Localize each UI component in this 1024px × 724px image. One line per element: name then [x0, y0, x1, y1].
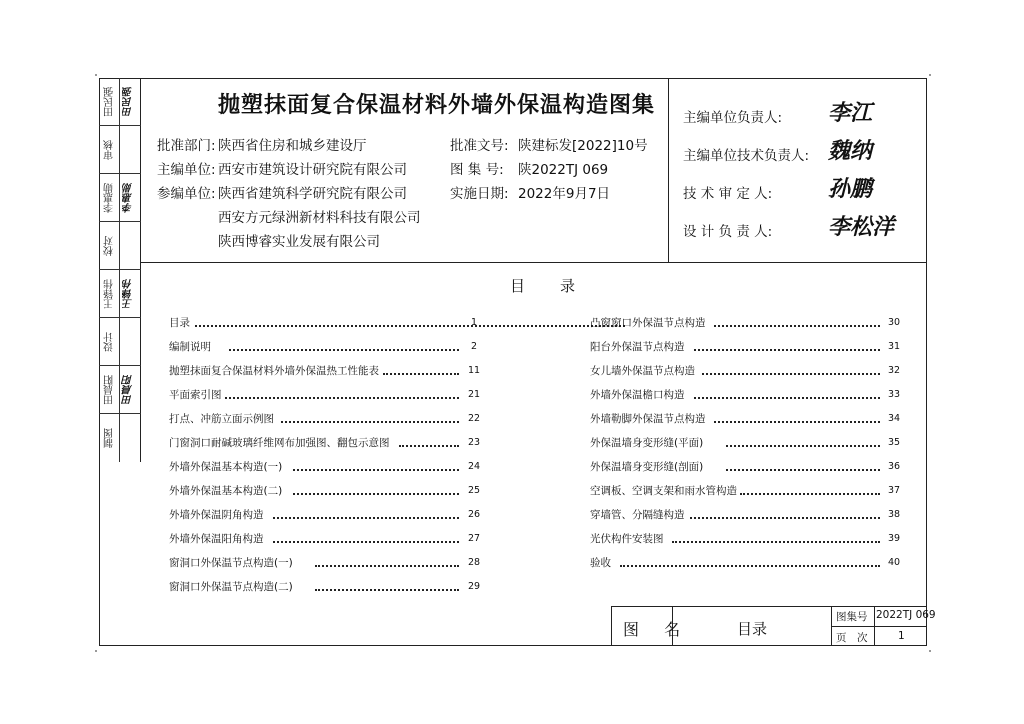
toc-leader [315, 559, 459, 567]
toc-entry[interactable] [590, 555, 910, 571]
toc-entry-page: 26 [467, 509, 481, 520]
toc-entry-title: 光伏构件安装图 [590, 533, 664, 545]
toc-entry-page: 33 [887, 389, 901, 400]
toc-entry[interactable] [590, 339, 910, 355]
toc-leader [740, 487, 880, 495]
toc-entry-page: 21 [467, 389, 481, 400]
page-label: 页 次 [836, 632, 868, 644]
co-unit: 西安方元绿洲新材料科技有限公司 [218, 210, 421, 226]
toc-entry-page: 38 [887, 509, 901, 520]
toc-entry[interactable] [169, 459, 489, 475]
chief-unit: 西安市建筑设计研究院有限公司 [218, 162, 407, 178]
toc-leader [273, 535, 459, 543]
toc-leader [281, 415, 459, 423]
date-label: 实施日期: [450, 186, 509, 202]
strip-row [99, 366, 141, 414]
toc-entry-title: 空调板、空调支架和雨水管构造 [590, 485, 737, 497]
toc-entry-title: 窗洞口外保温节点构造(二) [169, 581, 293, 593]
toc-entry-title: 编制说明 [169, 341, 211, 353]
toc-entry-title: 验收 [590, 557, 611, 569]
header-divider [668, 78, 669, 262]
strip-signature: 李惠勋 [123, 183, 135, 213]
toc-entry-page: 36 [887, 461, 901, 472]
toc-entry-title: 窗洞口外保温节点构造(一) [169, 557, 293, 569]
toc-entry[interactable] [590, 411, 910, 427]
toc-entry[interactable] [169, 531, 489, 547]
toc-entry-title: 外墙外保温阴角构造 [169, 509, 264, 521]
toc-leader [293, 487, 459, 495]
toc-entry-page: 28 [467, 557, 481, 568]
toc-entry-page: 30 [887, 317, 901, 328]
toc-entry-page: 11 [467, 365, 481, 376]
strip-label: 审核 [104, 140, 116, 160]
drawing-name-label: 图 名 [623, 620, 691, 639]
toc-entry[interactable] [169, 483, 489, 499]
drawing-name: 目录 [737, 620, 768, 638]
toc-entry[interactable] [590, 531, 910, 547]
strip-signature: 田民强 [123, 87, 135, 117]
toc-entry-page: 40 [887, 557, 901, 568]
atlas-no-value: 2022TJ 069 [876, 609, 936, 621]
toc-leader [399, 439, 459, 447]
corner-mark [95, 650, 97, 652]
toc-entry-page: 22 [467, 413, 481, 424]
toc-entry-title: 门窗洞口耐碱玻璃纤维网布加强图、翻包示意图 [169, 437, 390, 449]
toc-entry[interactable] [169, 339, 489, 355]
toc-leader [225, 391, 459, 399]
signature: 魏纳 [828, 138, 873, 164]
toc-entry-title: 外墙外保温阳角构造 [169, 533, 264, 545]
chief-unit-label: 主编单位: [157, 162, 216, 178]
toc-leader [726, 463, 880, 471]
atlas-no-label: 图集号 [836, 611, 868, 623]
strip-row [99, 222, 141, 270]
toc-leader [714, 319, 880, 327]
toc-entry-page: 37 [887, 485, 901, 496]
toc-entry-page: 1 [470, 317, 478, 328]
toc-entry[interactable] [169, 387, 489, 403]
strip-label: 田民强 [104, 87, 116, 117]
atlas-title: 抛塑抹面复合保温材料外墙外保温构造图集 [218, 93, 656, 118]
toc-entry[interactable] [169, 507, 489, 523]
doc-no-label: 批准文号: [450, 138, 509, 154]
responsible-label: 主编单位负责人: [683, 110, 783, 126]
toc-entry[interactable] [169, 363, 489, 379]
responsible-label: 技 术 审 定 人: [683, 186, 773, 202]
strip-label: 田晨阳 [104, 375, 116, 405]
page-no: 1 [898, 630, 905, 642]
doc-no: 陕建标发[2022]10号 [518, 138, 648, 154]
atlas-no-label: 图 集 号: [450, 162, 504, 178]
toc-entry-title: 打点、冲筋立面示例图 [169, 413, 274, 425]
strip-label: 设计 [104, 332, 116, 352]
toc-entry-page: 39 [887, 533, 901, 544]
title-block-left-rule [611, 606, 612, 646]
toc-entry[interactable] [169, 579, 489, 595]
signature: 李江 [828, 100, 873, 126]
toc-entry-page: 29 [467, 581, 481, 592]
toc-entry-page: 34 [887, 413, 901, 424]
toc-entry-title: 外墙外保温基本构造(一) [169, 461, 283, 473]
approval-dept: 陕西省住房和城乡建设厅 [218, 138, 367, 154]
toc-title: 目 录 [510, 277, 586, 295]
title-block-mid-rule [831, 626, 927, 627]
implementation-date: 2022年9月7日 [518, 186, 611, 202]
toc-entry[interactable] [169, 555, 489, 571]
toc-entry-title: 穿墙管、分隔缝构造 [590, 509, 685, 521]
toc-leader [694, 391, 880, 399]
toc-entry[interactable] [590, 459, 910, 475]
toc-entry[interactable] [590, 435, 910, 451]
responsible-label: 设 计 负 责 人: [683, 224, 773, 240]
toc-entry[interactable] [590, 315, 910, 331]
strip-signature: 王锋伟 [123, 279, 135, 309]
toc-entry[interactable] [590, 483, 910, 499]
header-bottom-rule [141, 262, 927, 263]
co-unit: 陕西省建筑科学研究院有限公司 [218, 186, 407, 202]
strip-row [99, 318, 141, 366]
toc-entry-page: 31 [887, 341, 901, 352]
toc-entry[interactable] [590, 387, 910, 403]
toc-entry-page: 35 [887, 437, 901, 448]
signature: 孙鹏 [828, 176, 873, 202]
toc-leader [726, 439, 880, 447]
toc-entry-page: 27 [467, 533, 481, 544]
toc-entry-title: 阳台外保温节点构造 [590, 341, 685, 353]
approval-dept-label: 批准部门: [157, 138, 216, 154]
toc-leader [315, 583, 459, 591]
toc-entry-title: 抛塑抹面复合保温材料外墙外保温热工性能表 [169, 365, 379, 377]
strip-row [99, 174, 141, 222]
toc-entry[interactable] [590, 507, 910, 523]
toc-entry-title: 外墙外保温檐口构造 [590, 389, 685, 401]
co-unit: 陕西博睿实业发展有限公司 [218, 234, 380, 250]
strip-row [99, 414, 141, 462]
strip-label: 李惠勋 [104, 183, 116, 213]
responsible-label: 主编单位技术负责人: [683, 148, 810, 164]
toc-leader [229, 343, 459, 351]
toc-entry-title: 外保温墙身变形缝(平面) [590, 437, 704, 449]
toc-entry-title: 平面索引图 [169, 389, 222, 401]
strip-label: 校对 [104, 236, 116, 256]
toc-entry-page: 2 [470, 341, 478, 352]
toc-entry-title: 目录 [169, 317, 190, 329]
toc-leader [273, 511, 459, 519]
toc-entry-title: 女儿墙外保温节点构造 [590, 365, 695, 377]
strip-row [99, 270, 141, 318]
corner-mark [929, 74, 931, 76]
strip-signature: 田晨阳 [123, 375, 135, 405]
toc-entry[interactable] [169, 315, 489, 331]
toc-entry[interactable] [590, 363, 910, 379]
toc-leader [620, 559, 880, 567]
toc-entry-page: 23 [467, 437, 481, 448]
strip-label: 制图 [104, 428, 116, 448]
toc-leader [690, 511, 880, 519]
toc-leader [195, 319, 625, 327]
toc-entry-page: 24 [467, 461, 481, 472]
toc-entry-page: 25 [467, 485, 481, 496]
atlas-no: 陕2022TJ 069 [518, 162, 609, 178]
toc-leader [383, 367, 459, 375]
corner-mark [95, 74, 97, 76]
strip-row [99, 78, 141, 126]
corner-mark [929, 650, 931, 652]
toc-leader [672, 535, 880, 543]
title-block-top-rule [611, 606, 927, 607]
toc-entry-title: 外保温墙身变形缝(剖面) [590, 461, 704, 473]
toc-entry-title: 外墙勒脚外保温节点构造 [590, 413, 706, 425]
toc-entry-page: 32 [887, 365, 901, 376]
toc-entry-title: 外墙外保温基本构造(二) [169, 485, 283, 497]
signature: 李松洋 [828, 214, 895, 240]
co-unit-label: 参编单位: [157, 186, 216, 202]
toc-entry-title: 凸窗窗口外保温节点构造 [590, 317, 706, 329]
signature-strip [99, 78, 141, 462]
toc-leader [714, 415, 880, 423]
toc-entry[interactable] [169, 435, 489, 451]
toc-leader [702, 367, 880, 375]
strip-label: 王锋伟 [104, 279, 116, 309]
toc-leader [293, 463, 459, 471]
toc-entry[interactable] [169, 411, 489, 427]
strip-row [99, 126, 141, 174]
toc-leader [694, 343, 880, 351]
